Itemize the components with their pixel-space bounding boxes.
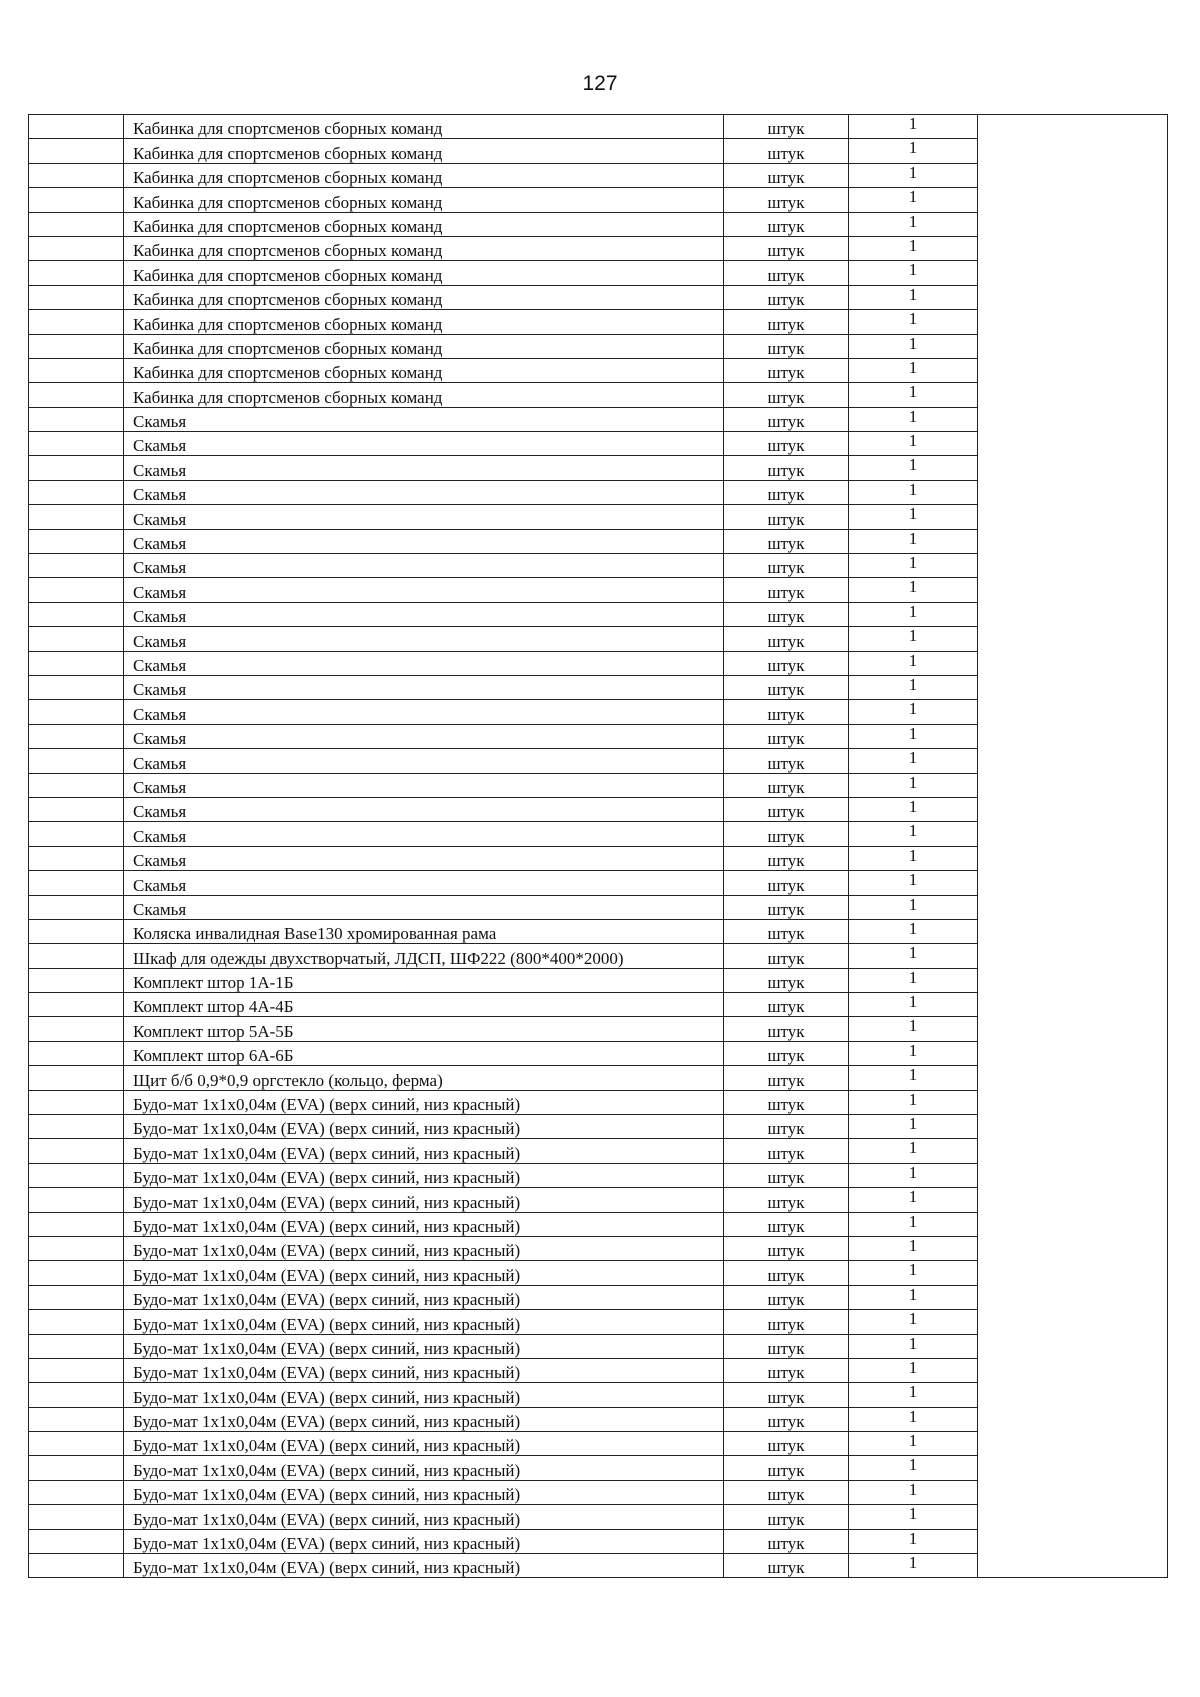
quantity-cell: 1 [849, 1017, 978, 1041]
quantity-cell: 1 [849, 1407, 978, 1431]
row-number-cell [29, 1139, 124, 1163]
quantity-cell: 1 [849, 1554, 978, 1578]
row-number-cell [29, 1480, 124, 1504]
unit-cell: штук [724, 944, 849, 968]
item-name-cell: Скамья [124, 602, 724, 626]
row-number-cell [29, 1285, 124, 1309]
item-name-cell: Скамья [124, 773, 724, 797]
row-number-cell [29, 993, 124, 1017]
item-name-cell: Кабинка для спортсменов сборных команд [124, 383, 724, 407]
item-name-cell: Будо-мат 1х1х0,04м (EVA) (верх синий, низ красный) [124, 1505, 724, 1529]
quantity-cell: 1 [849, 1261, 978, 1285]
quantity-cell: 1 [849, 651, 978, 675]
quantity-cell: 1 [849, 1236, 978, 1260]
quantity-cell: 1 [849, 529, 978, 553]
unit-cell: штук [724, 822, 849, 846]
row-number-cell [29, 1383, 124, 1407]
unit-cell: штук [724, 310, 849, 334]
row-number-cell [29, 163, 124, 187]
quantity-cell: 1 [849, 1334, 978, 1358]
item-name-cell: Будо-мат 1х1х0,04м (EVA) (верх синий, низ красный) [124, 1115, 724, 1139]
unit-cell: штук [724, 1163, 849, 1187]
unit-cell: штук [724, 1212, 849, 1236]
quantity-cell: 1 [849, 1432, 978, 1456]
item-name-cell: Скамья [124, 627, 724, 651]
unit-cell: штук [724, 993, 849, 1017]
quantity-cell: 1 [849, 1115, 978, 1139]
item-name-cell: Будо-мат 1х1х0,04м (EVA) (верх синий, низ красный) [124, 1236, 724, 1260]
row-number-cell [29, 1432, 124, 1456]
quantity-cell: 1 [849, 1139, 978, 1163]
quantity-cell: 1 [849, 846, 978, 870]
quantity-cell: 1 [849, 1212, 978, 1236]
inventory-table [28, 114, 1168, 1578]
row-number-cell [29, 480, 124, 504]
row-number-cell [29, 944, 124, 968]
quantity-cell: 1 [849, 261, 978, 285]
quantity-cell: 1 [849, 1041, 978, 1065]
row-number-cell [29, 1529, 124, 1553]
item-name-cell: Будо-мат 1х1х0,04м (EVA) (верх синий, низ красный) [124, 1383, 724, 1407]
unit-cell: штук [724, 432, 849, 456]
row-number-cell [29, 1310, 124, 1334]
quantity-cell: 1 [849, 1529, 978, 1553]
notes-cell [978, 115, 1168, 1578]
quantity-cell: 1 [849, 163, 978, 187]
unit-cell: штук [724, 1480, 849, 1504]
table-row [29, 115, 1168, 139]
unit-cell: штук [724, 1529, 849, 1553]
item-name-cell: Комплект штор 1А-1Б [124, 968, 724, 992]
quantity-cell: 1 [849, 1456, 978, 1480]
unit-cell: штук [724, 1383, 849, 1407]
item-name-cell: Скамья [124, 724, 724, 748]
unit-cell: штук [724, 285, 849, 309]
unit-cell: штук [724, 773, 849, 797]
unit-cell: штук [724, 651, 849, 675]
item-name-cell: Скамья [124, 529, 724, 553]
unit-cell: штук [724, 236, 849, 260]
unit-cell: штук [724, 1236, 849, 1260]
unit-cell: штук [724, 1090, 849, 1114]
quantity-cell: 1 [849, 139, 978, 163]
row-number-cell [29, 1334, 124, 1358]
item-name-cell: Скамья [124, 578, 724, 602]
item-name-cell: Будо-мат 1х1х0,04м (EVA) (верх синий, низ красный) [124, 1163, 724, 1187]
item-name-cell: Кабинка для спортсменов сборных команд [124, 163, 724, 187]
quantity-cell: 1 [849, 236, 978, 260]
quantity-cell: 1 [849, 1188, 978, 1212]
unit-cell: штук [724, 1115, 849, 1139]
row-number-cell [29, 529, 124, 553]
item-name-cell: Будо-мат 1х1х0,04м (EVA) (верх синий, низ красный) [124, 1212, 724, 1236]
unit-cell: штук [724, 968, 849, 992]
item-name-cell: Будо-мат 1х1х0,04м (EVA) (верх синий, низ красный) [124, 1358, 724, 1382]
unit-cell: штук [724, 675, 849, 699]
item-name-cell: Скамья [124, 505, 724, 529]
row-number-cell [29, 1188, 124, 1212]
row-number-cell [29, 1236, 124, 1260]
item-name-cell: Кабинка для спортсменов сборных команд [124, 139, 724, 163]
item-name-cell: Скамья [124, 407, 724, 431]
item-name-cell: Кабинка для спортсменов сборных команд [124, 236, 724, 260]
unit-cell: штук [724, 1310, 849, 1334]
row-number-cell [29, 1456, 124, 1480]
quantity-cell: 1 [849, 1383, 978, 1407]
item-name-cell: Будо-мат 1х1х0,04м (EVA) (верх синий, низ красный) [124, 1554, 724, 1578]
unit-cell: штук [724, 480, 849, 504]
quantity-cell: 1 [849, 1480, 978, 1504]
quantity-cell: 1 [849, 1090, 978, 1114]
unit-cell: штук [724, 895, 849, 919]
unit-cell: штук [724, 602, 849, 626]
item-name-cell: Скамья [124, 822, 724, 846]
item-name-cell: Будо-мат 1х1х0,04м (EVA) (верх синий, низ красный) [124, 1261, 724, 1285]
quantity-cell: 1 [849, 749, 978, 773]
unit-cell: штук [724, 1334, 849, 1358]
unit-cell: штук [724, 578, 849, 602]
row-number-cell [29, 602, 124, 626]
row-number-cell [29, 1017, 124, 1041]
unit-cell: штук [724, 456, 849, 480]
item-name-cell: Шкаф для одежды двухстворчатый, ЛДСП, ШФ222 (800*400*2000) [124, 944, 724, 968]
row-number-cell [29, 236, 124, 260]
inventory-table-body [29, 115, 1168, 1578]
item-name-cell: Коляска инвалидная Base130 хромированная рама [124, 919, 724, 943]
unit-cell: штук [724, 1041, 849, 1065]
item-name-cell: Комплект штор 5А-5Б [124, 1017, 724, 1041]
quantity-cell: 1 [849, 602, 978, 626]
quantity-cell: 1 [849, 675, 978, 699]
quantity-cell: 1 [849, 1358, 978, 1382]
item-name-cell: Будо-мат 1х1х0,04м (EVA) (верх синий, низ красный) [124, 1188, 724, 1212]
item-name-cell: Кабинка для спортсменов сборных команд [124, 310, 724, 334]
item-name-cell: Кабинка для спортсменов сборных команд [124, 358, 724, 382]
row-number-cell [29, 285, 124, 309]
quantity-cell: 1 [849, 797, 978, 821]
quantity-cell: 1 [849, 1505, 978, 1529]
item-name-cell: Кабинка для спортсменов сборных команд [124, 334, 724, 358]
row-number-cell [29, 310, 124, 334]
unit-cell: штук [724, 407, 849, 431]
item-name-cell: Кабинка для спортсменов сборных команд [124, 261, 724, 285]
quantity-cell: 1 [849, 773, 978, 797]
item-name-cell: Скамья [124, 749, 724, 773]
item-name-cell: Кабинка для спортсменов сборных команд [124, 115, 724, 139]
unit-cell: штук [724, 163, 849, 187]
unit-cell: штук [724, 505, 849, 529]
quantity-cell: 1 [849, 895, 978, 919]
quantity-cell: 1 [849, 456, 978, 480]
unit-cell: штук [724, 724, 849, 748]
quantity-cell: 1 [849, 993, 978, 1017]
item-name-cell: Будо-мат 1х1х0,04м (EVA) (верх синий, низ красный) [124, 1529, 724, 1553]
row-number-cell [29, 383, 124, 407]
row-number-cell [29, 919, 124, 943]
item-name-cell: Скамья [124, 871, 724, 895]
row-number-cell [29, 749, 124, 773]
unit-cell: штук [724, 1188, 849, 1212]
quantity-cell: 1 [849, 1285, 978, 1309]
quantity-cell: 1 [849, 627, 978, 651]
unit-cell: штук [724, 1358, 849, 1382]
item-name-cell: Кабинка для спортсменов сборных команд [124, 188, 724, 212]
row-number-cell [29, 1163, 124, 1187]
row-number-cell [29, 212, 124, 236]
item-name-cell: Щит б/б 0,9*0,9 оргстекло (кольцо, ферма) [124, 1066, 724, 1090]
row-number-cell [29, 822, 124, 846]
row-number-cell [29, 554, 124, 578]
item-name-cell: Будо-мат 1х1х0,04м (EVA) (верх синий, низ красный) [124, 1334, 724, 1358]
unit-cell: штук [724, 1285, 849, 1309]
unit-cell: штук [724, 334, 849, 358]
row-number-cell [29, 578, 124, 602]
item-name-cell: Скамья [124, 432, 724, 456]
item-name-cell: Будо-мат 1х1х0,04м (EVA) (верх синий, низ красный) [124, 1407, 724, 1431]
item-name-cell: Будо-мат 1х1х0,04м (EVA) (верх синий, низ красный) [124, 1310, 724, 1334]
item-name-cell: Комплект штор 6А-6Б [124, 1041, 724, 1065]
quantity-cell: 1 [849, 871, 978, 895]
row-number-cell [29, 505, 124, 529]
quantity-cell: 1 [849, 505, 978, 529]
quantity-cell: 1 [849, 212, 978, 236]
item-name-cell: Кабинка для спортсменов сборных команд [124, 285, 724, 309]
row-number-cell [29, 456, 124, 480]
row-number-cell [29, 1554, 124, 1578]
unit-cell: штук [724, 139, 849, 163]
item-name-cell: Скамья [124, 456, 724, 480]
item-name-cell: Скамья [124, 651, 724, 675]
row-number-cell [29, 115, 124, 139]
unit-cell: штук [724, 1554, 849, 1578]
item-name-cell: Будо-мат 1х1х0,04м (EVA) (верх синий, низ красный) [124, 1090, 724, 1114]
quantity-cell: 1 [849, 383, 978, 407]
item-name-cell: Будо-мат 1х1х0,04м (EVA) (верх синий, низ красный) [124, 1480, 724, 1504]
row-number-cell [29, 700, 124, 724]
unit-cell: штук [724, 1066, 849, 1090]
row-number-cell [29, 358, 124, 382]
item-name-cell: Будо-мат 1х1х0,04м (EVA) (верх синий, низ красный) [124, 1432, 724, 1456]
row-number-cell [29, 871, 124, 895]
quantity-cell: 1 [849, 334, 978, 358]
item-name-cell: Кабинка для спортсменов сборных команд [124, 212, 724, 236]
row-number-cell [29, 261, 124, 285]
quantity-cell: 1 [849, 188, 978, 212]
quantity-cell: 1 [849, 968, 978, 992]
item-name-cell: Скамья [124, 480, 724, 504]
unit-cell: штук [724, 797, 849, 821]
quantity-cell: 1 [849, 724, 978, 748]
quantity-cell: 1 [849, 432, 978, 456]
row-number-cell [29, 773, 124, 797]
unit-cell: штук [724, 1432, 849, 1456]
row-number-cell [29, 1090, 124, 1114]
row-number-cell [29, 968, 124, 992]
quantity-cell: 1 [849, 407, 978, 431]
row-number-cell [29, 1505, 124, 1529]
quantity-cell: 1 [849, 919, 978, 943]
unit-cell: штук [724, 627, 849, 651]
page-number: 127 [582, 72, 618, 95]
unit-cell: штук [724, 115, 849, 139]
row-number-cell [29, 1041, 124, 1065]
unit-cell: штук [724, 1261, 849, 1285]
item-name-cell: Скамья [124, 846, 724, 870]
quantity-cell: 1 [849, 554, 978, 578]
quantity-cell: 1 [849, 115, 978, 139]
row-number-cell [29, 797, 124, 821]
quantity-cell: 1 [849, 1066, 978, 1090]
item-name-cell: Скамья [124, 895, 724, 919]
unit-cell: штук [724, 1505, 849, 1529]
unit-cell: штук [724, 358, 849, 382]
quantity-cell: 1 [849, 1310, 978, 1334]
row-number-cell [29, 432, 124, 456]
item-name-cell: Скамья [124, 675, 724, 699]
unit-cell: штук [724, 1407, 849, 1431]
row-number-cell [29, 188, 124, 212]
unit-cell: штук [724, 1017, 849, 1041]
row-number-cell [29, 1066, 124, 1090]
row-number-cell [29, 1358, 124, 1382]
row-number-cell [29, 675, 124, 699]
row-number-cell [29, 1261, 124, 1285]
item-name-cell: Будо-мат 1х1х0,04м (EVA) (верх синий, низ красный) [124, 1139, 724, 1163]
item-name-cell: Скамья [124, 700, 724, 724]
item-name-cell: Скамья [124, 797, 724, 821]
item-name-cell: Скамья [124, 554, 724, 578]
unit-cell: штук [724, 700, 849, 724]
quantity-cell: 1 [849, 578, 978, 602]
unit-cell: штук [724, 1456, 849, 1480]
unit-cell: штук [724, 919, 849, 943]
row-number-cell [29, 1212, 124, 1236]
quantity-cell: 1 [849, 822, 978, 846]
unit-cell: штук [724, 871, 849, 895]
unit-cell: штук [724, 554, 849, 578]
quantity-cell: 1 [849, 1163, 978, 1187]
item-name-cell: Будо-мат 1х1х0,04м (EVA) (верх синий, низ красный) [124, 1456, 724, 1480]
unit-cell: штук [724, 383, 849, 407]
unit-cell: штук [724, 1139, 849, 1163]
quantity-cell: 1 [849, 285, 978, 309]
row-number-cell [29, 651, 124, 675]
quantity-cell: 1 [849, 480, 978, 504]
item-name-cell: Комплект штор 4А-4Б [124, 993, 724, 1017]
quantity-cell: 1 [849, 944, 978, 968]
row-number-cell [29, 1115, 124, 1139]
quantity-cell: 1 [849, 700, 978, 724]
row-number-cell [29, 334, 124, 358]
row-number-cell [29, 846, 124, 870]
unit-cell: штук [724, 188, 849, 212]
row-number-cell [29, 139, 124, 163]
quantity-cell: 1 [849, 358, 978, 382]
row-number-cell [29, 895, 124, 919]
row-number-cell [29, 407, 124, 431]
row-number-cell [29, 724, 124, 748]
row-number-cell [29, 1407, 124, 1431]
unit-cell: штук [724, 846, 849, 870]
unit-cell: штук [724, 529, 849, 553]
unit-cell: штук [724, 212, 849, 236]
unit-cell: штук [724, 261, 849, 285]
quantity-cell: 1 [849, 310, 978, 334]
row-number-cell [29, 627, 124, 651]
item-name-cell: Будо-мат 1х1х0,04м (EVA) (верх синий, низ красный) [124, 1285, 724, 1309]
unit-cell: штук [724, 749, 849, 773]
